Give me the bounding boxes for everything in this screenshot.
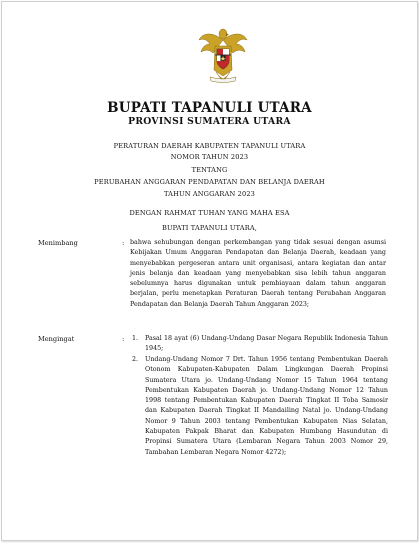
menimbang-text: bahwa sehubungan dengan perkembangan yang tidak sesuai dengan asumsi Kebijakan Umum Anggaran Pendapatan dan Belanja Daerah, keadaan yang menyebabkan pergeseran antara unit organisasi, antara kegiatan dan antar jenis belanja dan keadaan yang menyebabkan sisa lebih tahun anggaran sebelumnya harus digunakan untuk pembiayaan dalam tahun anggaran berjalan, perlu menetapkan Peraturan Daerah tentang Perubahan Anggaran Pendapatan dan Belanja Daerah Tahun Anggaran 2023;	[130, 239, 386, 308]
regulation-type: PERATURAN DAERAH KABUPATEN TAPANULI UTARA	[113, 142, 306, 150]
menimbang-label: Menimbang	[38, 239, 78, 247]
blessing-line: DENGAN RAHMAT TUHAN YANG MAHA ESA	[129, 209, 290, 217]
mengingat-item-text: Undang-Undang Nomor 7 Drt. Tahun 1956 tentang Pembentukan Daerah Otonom Kabupaten-Kabupaten Dalam Lingkungan Daerah Propinsi Sumatera Utara jo. Undang-Undang Nomor 15 Tahun 1964 tentang Pembentukan Kabupaten Daerah jo. Undang-Undang Nomor 12 Tahun 1998 tentang Pembentukan Kabupaten Daerah Tingkat II Toba Samosir dan Kabupaten Daerah Tingkat II Mandailing Natal jo. Undang-Undang Nomor 9 Tahun 2003 tentang Pembentukan Kabupaten Nias Selatan, Kabupaten Pakpak Bharat dan Kabupaten Humbang Hasundutan di Propinsi Sumatera Utara (Lembaran Negara Tahun 2003 Nomor 29, Tambahan Lembaran Negara Nomor 4272);	[145, 356, 388, 456]
mengingat-label: Mengingat	[38, 335, 75, 343]
mengingat-item-text: Pasal 18 ayat (6) Undang-Undang Dasar Negara Republik Indonesia Tahun 1945;	[145, 335, 388, 353]
garuda-emblem-icon	[198, 26, 248, 86]
regulation-subject-line2: TAHUN ANGGARAN 2023	[163, 190, 256, 198]
document-title: BUPATI TAPANULI UTARA	[107, 100, 312, 116]
mengingat-colon: :	[122, 335, 125, 343]
mengingat-item-number: 2.	[132, 356, 139, 363]
regulation-number: NOMOR TAHUN 2023	[170, 153, 249, 161]
tentang-label: TENTANG	[191, 166, 228, 174]
document-page	[1, 1, 418, 541]
regulation-subject-line1: PERUBAHAN ANGGARAN PENDAPATAN DAN BELANJA DAERAH	[94, 178, 325, 186]
province-name: PROVINSI SUMATERA UTARA	[128, 116, 291, 127]
mengingat-item-number: 1.	[132, 335, 139, 342]
menimbang-colon: :	[122, 239, 125, 247]
issuer-line: BUPATI TAPANULI UTARA,	[161, 224, 257, 232]
